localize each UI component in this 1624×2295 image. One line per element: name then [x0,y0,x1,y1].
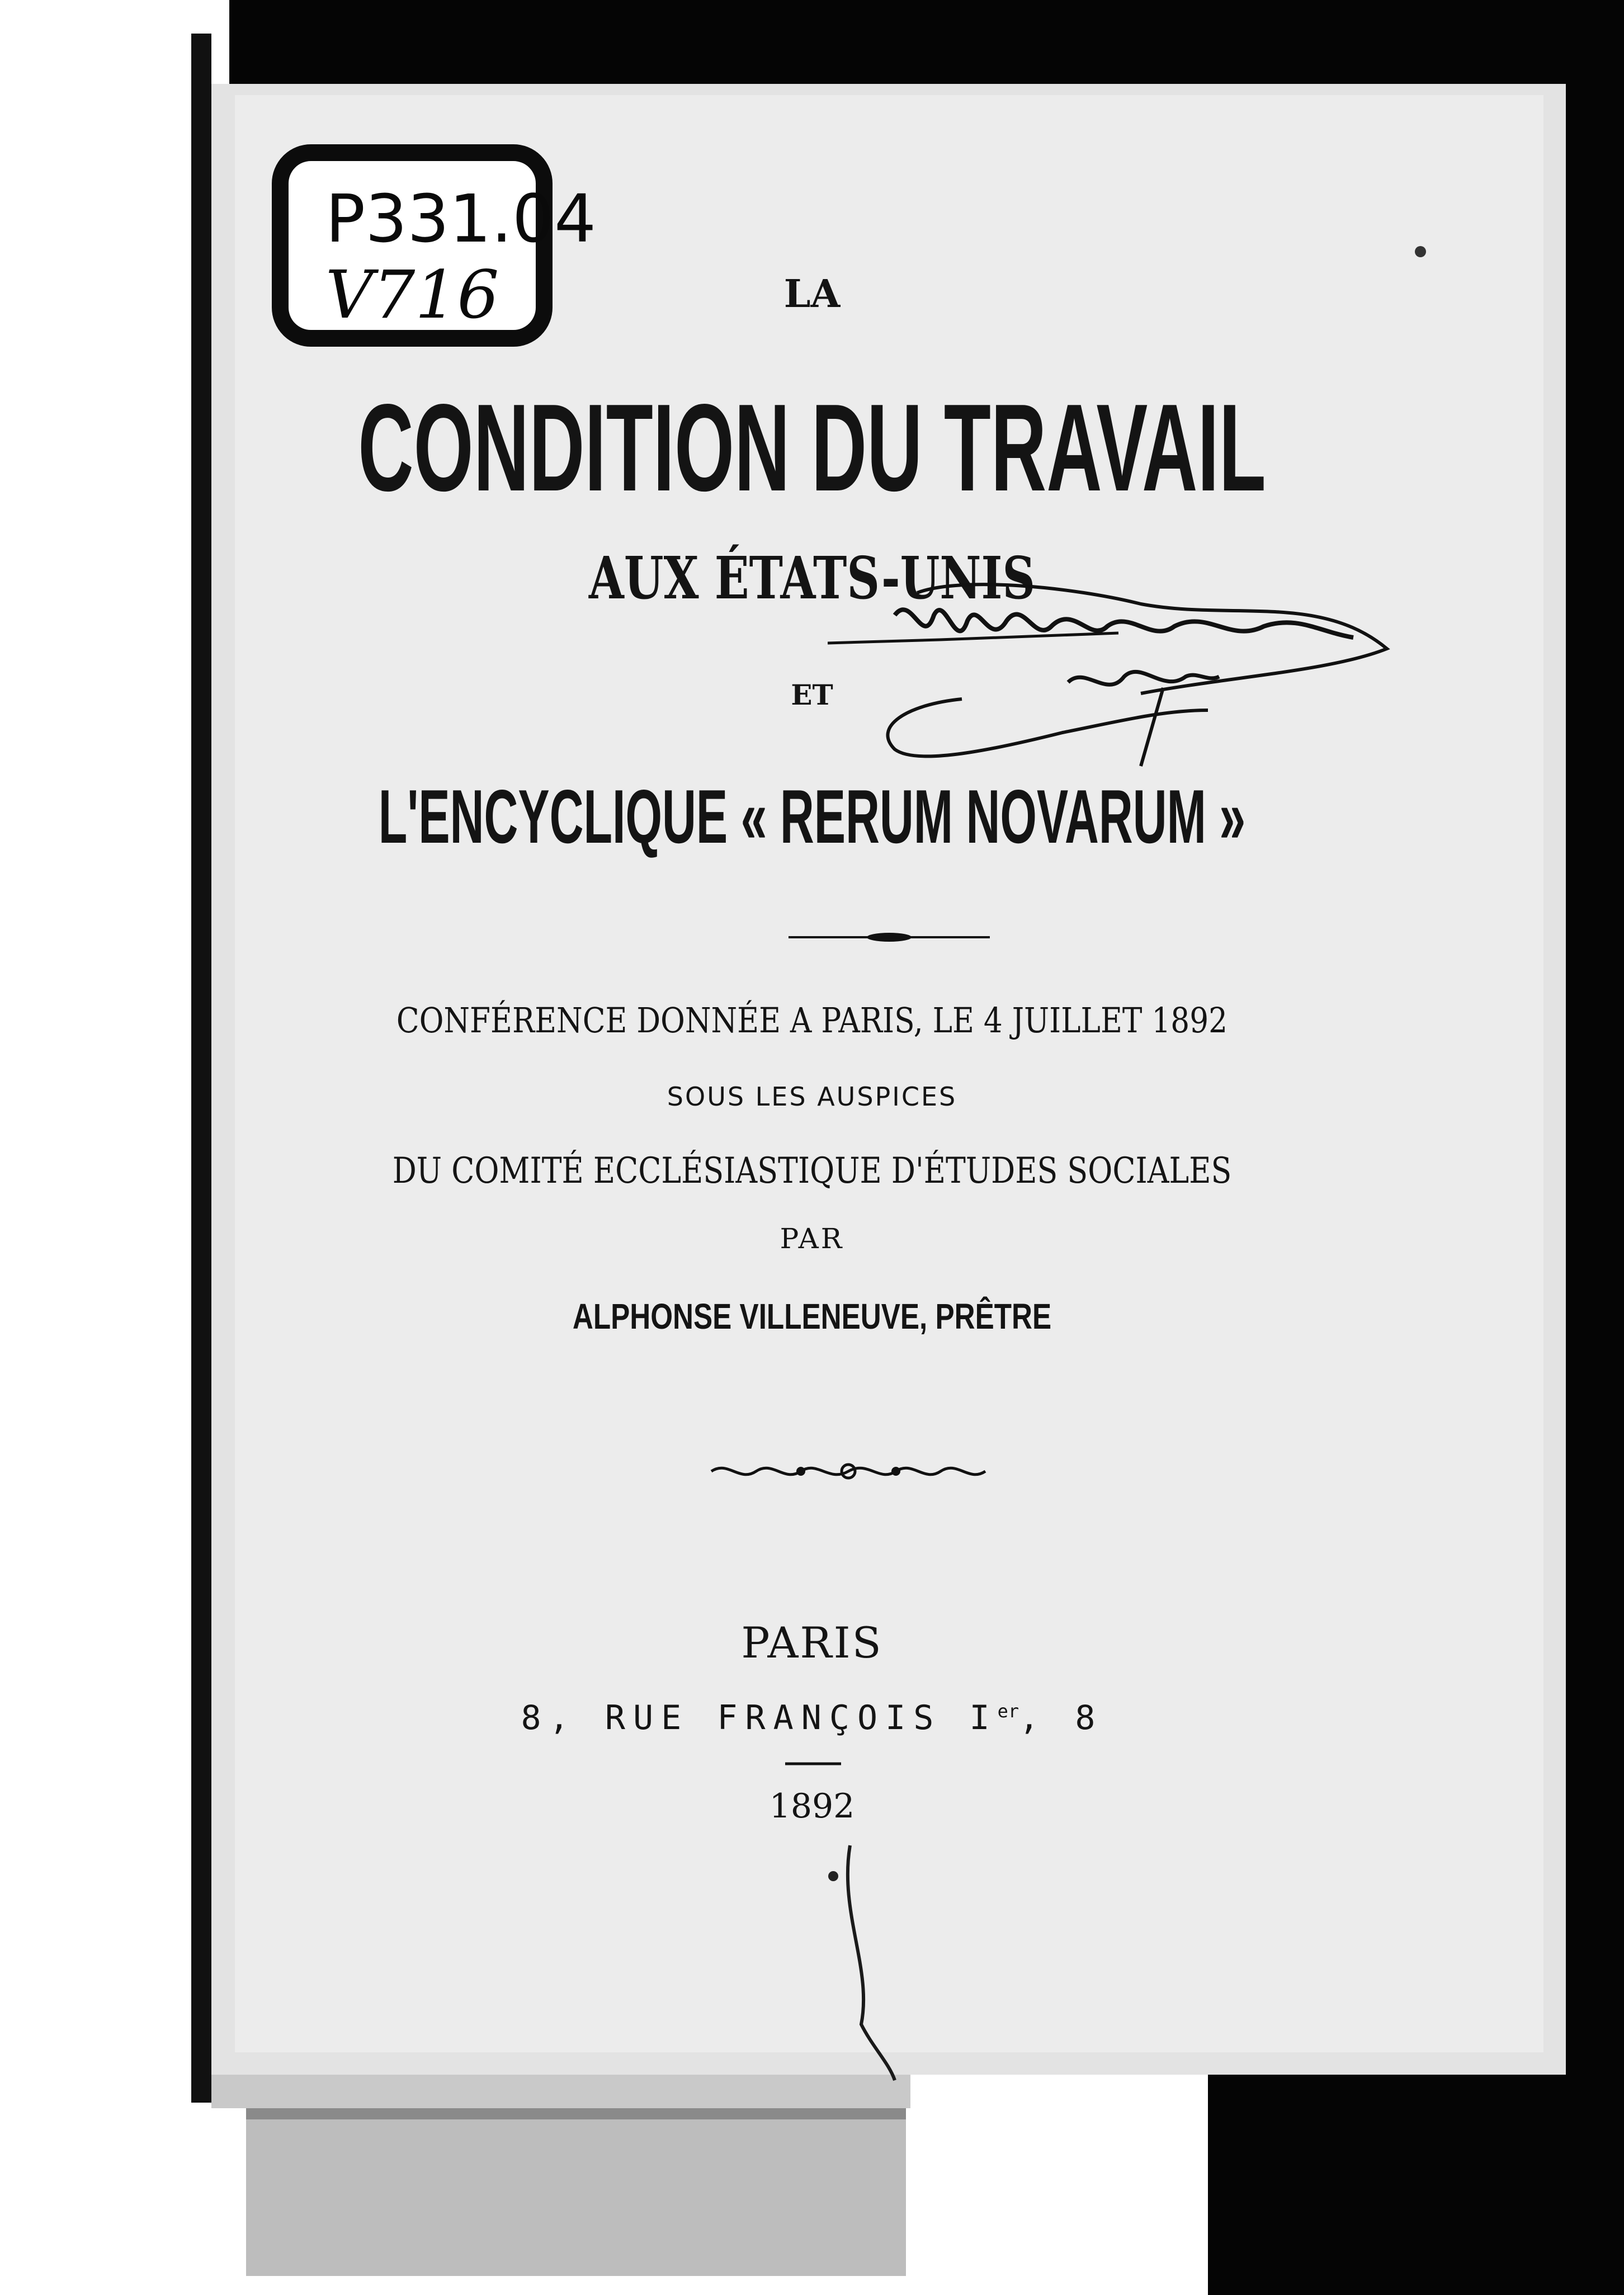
auspices-line: SOUS LES AUSPICES [667,1082,957,1112]
divider-ornament [789,926,990,948]
imprint-year: 1892 [769,1787,855,1826]
address-main: 8, RUE FRANÇOIS I [521,1698,998,1737]
handwritten-signature [828,582,1398,772]
imprint-rule [785,1760,841,1767]
conference-line: CONFÉRENCE DONNÉE A PARIS, LE 4 JUILLET 1892 [396,1000,1228,1041]
call-number-top: P331.04 [325,180,597,257]
call-number-bottom: V716 [325,256,499,333]
subtitle-encyclique: L'ENCYCLIQUE « RERUM NOVARUM » [378,774,1246,859]
scroll-ornament [706,1457,991,1485]
title-article: LA [783,272,841,317]
imprint-address [0,1698,1624,1737]
address-superscript: er [997,1701,1019,1722]
committee-line: DU COMITÉ ECCLÉSIASTIQUE D'ÉTUDES SOCIALES [392,1150,1232,1192]
page-title: CONDITION DU TRAVAIL [358,379,1266,517]
subtitle-conjunction: ET [791,678,833,711]
address-number: , 8 [1019,1698,1103,1737]
imprint-city: PARIS [741,1618,883,1668]
subtitle-etats-unis: AUX ÉTATS-UNIS [588,544,1036,612]
author-name: ALPHONSE VILLENEUVE, PRÊTRE [572,1296,1052,1337]
par-line: PAR [780,1222,844,1255]
catalog-label [272,144,597,347]
